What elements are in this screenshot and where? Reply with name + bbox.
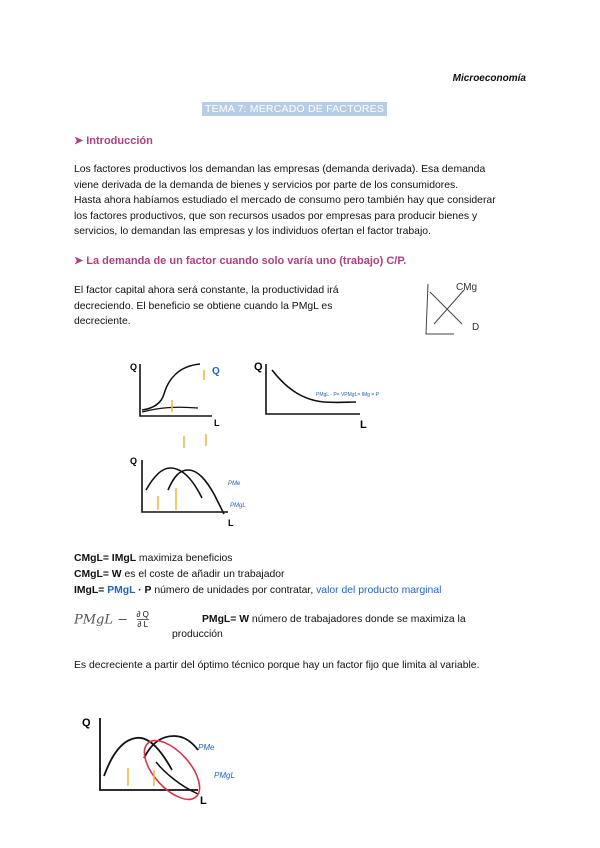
graph2-note: PMgL · P= VPMgL= IMg = P (316, 392, 380, 398)
formula-line-2 (74, 569, 285, 580)
formula-2-rest: es el coste de añadir un trabajador (121, 569, 285, 580)
intro-line: Los factores productivos los demandan las empresas (demanda derivada). Esa demanda (74, 164, 486, 175)
intro-line: servicios, lo demandan las empresas y los individuos ofertan el factor trabajo. (74, 226, 431, 238)
formula-3-pmgl: PMgL (107, 585, 136, 596)
formula-3-blue-rest: valor del producto marginal (316, 585, 442, 596)
graph4-curve2-label: PMgL (214, 771, 235, 780)
graph4-y-label: Q (82, 717, 91, 729)
supply-demand-sketch (414, 272, 494, 342)
formula-derivative (74, 610, 149, 629)
formula-4-expression: PMgL − (74, 612, 129, 628)
sketch-label-right: D (472, 322, 480, 333)
graph-pme-pmgl-highlighted (80, 706, 260, 810)
formula-line-4 (202, 614, 466, 625)
graph2-x-label: L (360, 419, 367, 430)
graph-pme-pmgl (128, 452, 263, 530)
sketch-label-top: CMg (456, 282, 478, 293)
graph4-curve1-label: PMe (198, 743, 215, 752)
graph3-curve2-label: PMgL (230, 503, 246, 509)
graph4-x-label: L (200, 795, 207, 807)
formula-line-3 (74, 585, 441, 596)
intro-line: viene derivada de la demanda de bienes y servicios por parte de los consumidores. (74, 179, 459, 191)
section-demand-label: La demanda de un factor cuando solo varía uno (trabajo) C/P. (86, 255, 407, 267)
formula-4-rest: número de trabajadores donde se maximiza la (249, 614, 466, 625)
page-title: TEMA 7: MERCADO DE FACTORES (202, 102, 387, 116)
graph3-curve1-label: PMe (228, 481, 241, 487)
formula-3-lhs: IMgL= (74, 585, 108, 596)
orange-tick-marks (170, 432, 220, 452)
graph1-y-label: Q (130, 362, 138, 372)
capital-line: decreciendo. El beneficio se obtiene cuando la PMgL es (74, 300, 333, 312)
section-intro-label: Introducción (86, 135, 153, 147)
graph2-y-label: Q (254, 361, 263, 373)
graph1-curve-label: Q (212, 366, 220, 377)
section-demand-heading (74, 254, 406, 267)
closing-paragraph: Es decreciente a partir del óptimo técnico porque hay un factor fijo que limita al variable. (74, 660, 480, 671)
formula-4-continuation: producción (172, 629, 223, 640)
formula-1-rest: maximiza beneficios (136, 553, 233, 564)
formula-line-1 (74, 553, 233, 564)
formula-4-lhs: PMgL= W (202, 614, 250, 625)
section-intro-heading (74, 134, 153, 147)
graph1-x-label: L (214, 418, 220, 428)
formula-3-dotp: · P (135, 585, 152, 596)
intro-paragraph (74, 162, 544, 240)
formula-2-lhs: CMgL= W (74, 569, 122, 580)
formula-4-numerator: ∂ Q (136, 610, 149, 619)
formula-1-lhs: CMgL= IMgL (74, 553, 137, 564)
capital-line: decreciente. (74, 316, 131, 328)
header-subject: Microeconomía (452, 73, 526, 84)
formula-3-rest: número de unidades por contratar, (151, 585, 317, 596)
capital-line: El factor capital ahora será constante, la productividad irá (74, 285, 339, 296)
arrow-icon: ➤ (74, 135, 84, 147)
graph-vpmgl (252, 358, 382, 430)
formula-4-denominator: ∂ L (137, 620, 149, 629)
intro-line: los factores productivos, que son recursos usados por empresas para producir bienes y (74, 210, 478, 222)
capital-paragraph (74, 283, 394, 330)
graph-total-product (128, 356, 240, 430)
graph3-y-label: Q (130, 456, 138, 466)
intro-line: Hasta ahora habíamos estudiado el mercado de consumo pero también hay que considerar (74, 195, 496, 207)
arrow-icon: ➤ (74, 255, 84, 267)
formula-4-fraction (137, 610, 149, 629)
graph3-x-label: L (228, 518, 234, 528)
